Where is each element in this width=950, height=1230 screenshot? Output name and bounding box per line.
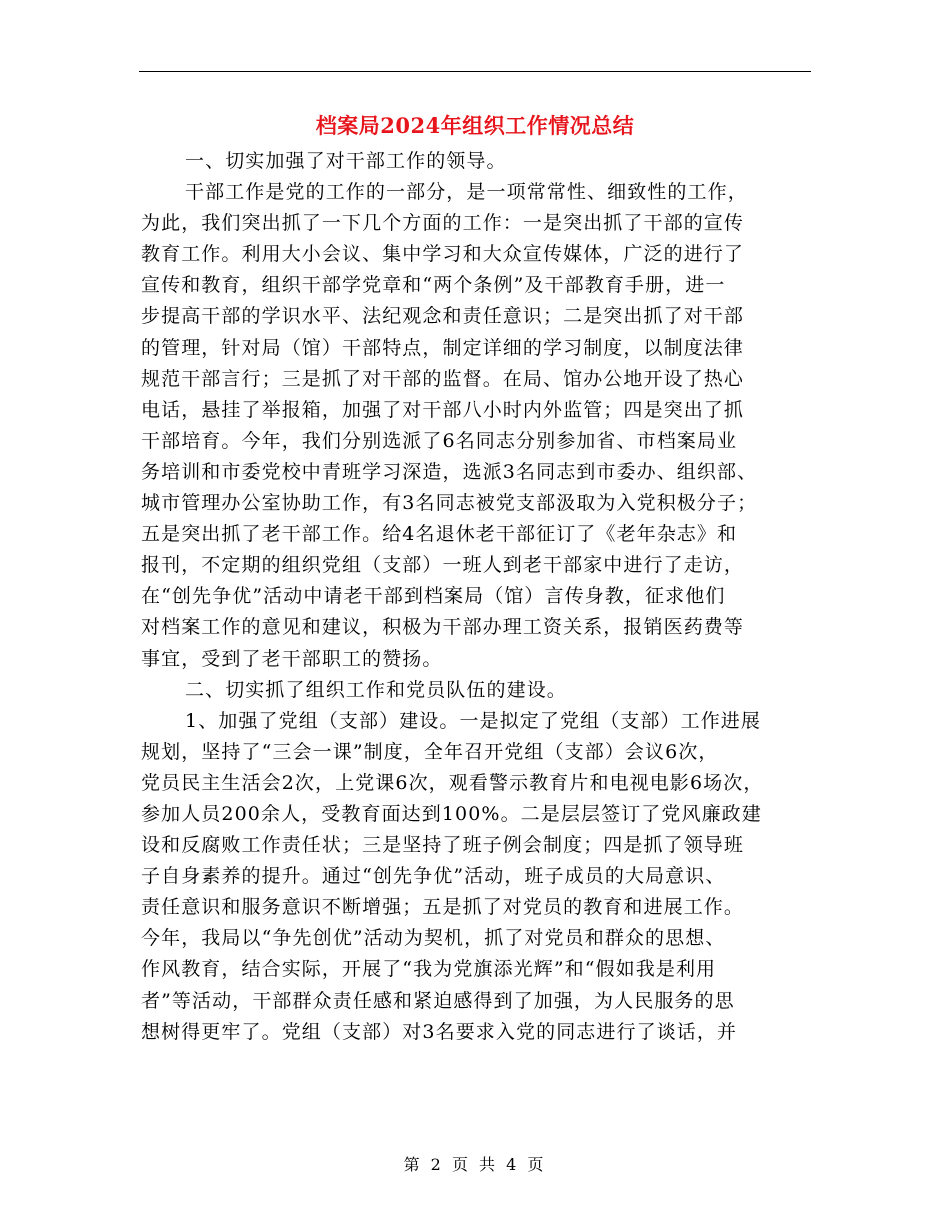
paragraph-line: 干部工作是党的工作的一部分，是一项常常性、细致性的工作， [185,181,748,204]
section-heading: 二、切实抓了组织工作和党员队伍的建设。 [185,678,567,701]
paragraph-line: 教育工作。利用大小会议、集中学习和大众宣传媒体，广泛的进行了 [141,243,745,266]
paragraph-line: 干部培育。今年，我们分别选派了6名同志分别参加省、市档案局业 [141,429,738,452]
paragraph-line: 者”等活动，干部群众责任感和紧迫感得到了加强，为人民服务的思 [141,989,735,1012]
paragraph-line: 设和反腐败工作责任状；三是坚持了班子例会制度；四是抓了领导班 [141,834,745,857]
paragraph-line: 五是突出抓了老干部工作。给4名退休老干部征订了《老年杂志》和 [141,523,738,546]
paragraph-line: 步提高干部的学识水平、法纪观念和责任意识；二是突出抓了对干部 [141,305,745,328]
paragraph-line: 务培训和市委党校中青班学习深造，选派3名同志到市委办、组织部、 [141,460,758,483]
paragraph-line: 为此，我们突出抓了一下几个方面的工作：一是突出抓了干部的宣传 [141,212,745,235]
paragraph-line: 今年，我局以“争先创优”活动为契机，抓了对党员和群众的思想、 [141,927,726,950]
paragraph-line: 电话，悬挂了举报箱，加强了对干部八小时内外监管；四是突出了抓 [141,398,745,421]
paragraph-line: 对档案工作的意见和建议，积极为干部办理工资关系，报销医药费等 [141,616,745,639]
paragraph-line: 报刊，不定期的组织党组（支部）一班人到老干部家中进行了走访， [141,554,745,577]
paragraph-line: 参加人员200余人，受教育面达到100%。二是层层签订了党风廉政建 [141,802,762,825]
paragraph-line: 想树得更牢了。党组（支部）对3名要求入党的同志进行了谈话，并 [141,1020,738,1043]
paragraph-line: 党员民主生活会2次，上党课6次，观看警示教育片和电视电影6场次， [141,771,764,794]
paragraph-line: 规划，坚持了“三会一课”制度，全年召开党组（支部）会议6次， [141,740,719,763]
paragraph-line: 事宜，受到了老干部职工的赞扬。 [141,647,443,670]
page-number: 第 2 页 共 4 页 [403,1155,547,1174]
paragraph-line: 责任意识和服务意识不断增强；五是抓了对党员的教育和进展工作。 [141,896,745,919]
document-body [141,146,821,1048]
paragraph-line: 的管理，针对局（馆）干部特点，制定详细的学习制度，以制度法律 [141,336,745,359]
paragraph-line: 宣传和教育，组织干部学党章和“两个条例”及干部教育手册，进一 [141,274,726,297]
paragraph-line: 子自身素养的提升。通过“创先争优”活动，班子成员的大局意识、 [141,865,726,888]
section-heading: 一、切实加强了对干部工作的领导。 [185,150,507,172]
paragraph-line: 在“创先争优”活动中请老干部到档案局（馆）言传身教，征求他们 [141,585,726,608]
paragraph-line: 城市管理办公室协助工作，有3名同志被党支部汲取为入党积极分子； [141,492,758,515]
paragraph-line: 规范干部言行；三是抓了对干部的监督。在局、馆办公地开设了热心 [141,367,745,390]
document-title: 档案局2024年组织工作情况总结 [315,113,635,138]
paragraph-line: 作风教育，结合实际，开展了“我为党旗添光辉”和“假如我是利用 [141,958,717,981]
header-rule [139,71,811,72]
paragraph-line: 1、加强了党组（支部）建设。一是拟定了党组（支部）工作进展 [185,709,761,732]
